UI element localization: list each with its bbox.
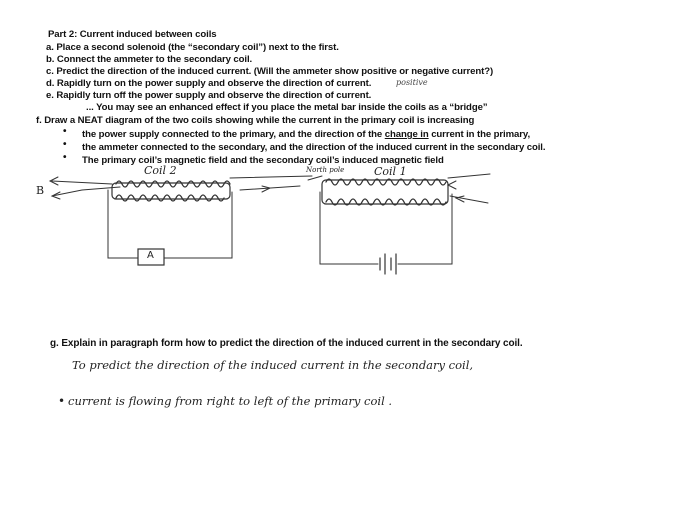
coil-2-label: Coil 2 <box>144 164 177 177</box>
step-b: b. Connect the ammeter to the secondary coil. <box>46 54 253 65</box>
bullet-marker: • <box>63 152 67 163</box>
coil-1-label: Coil 1 <box>374 165 407 178</box>
step-f: f. Draw a NEAT diagram of the two coils showing while the current in the primary coil is increasing <box>36 115 475 126</box>
question-g: g. Explain in paragraph form how to predict the direction of the induced current in the secondary coil. <box>50 338 523 349</box>
step-a: a. Place a second solenoid (the “secondary coil”) next to the first. <box>46 42 339 53</box>
step-e-note: ... You may see an enhanced effect if you place the metal bar inside the coils as a “bridge” <box>86 102 488 113</box>
answer-line-2: current is flowing from right to left of the primary coil . <box>68 394 393 408</box>
step-d: d. Rapidly turn on the power supply and observe the direction of current. <box>46 78 372 89</box>
north-pole-label: North pole <box>306 166 345 174</box>
field-arrow-icon <box>448 181 456 189</box>
bullet-marker: • <box>63 126 67 137</box>
field-arrow-icon <box>262 186 270 192</box>
secondary-coil <box>112 181 230 201</box>
battery-icon <box>380 254 396 274</box>
bullet-1-tail: current in the primary, <box>428 129 531 140</box>
step-e: e. Rapidly turn off the power supply and observe the direction of current. <box>46 90 372 101</box>
bullet-1-text: the power supply connected to the primary, and the direction of the <box>82 129 385 140</box>
bullet-2: the ammeter connected to the secondary, and the direction of the induced current in the secondary coil. <box>82 142 546 153</box>
bullet-3: The primary coil’s magnetic field and the secondary coil’s induced magnetic field <box>82 155 444 166</box>
answer-line-1: To predict the direction of the induced current in the secondary coil, <box>72 358 474 372</box>
step-c: c. Predict the direction of the induced current. (Will the ammeter show positive or negative current?) <box>46 66 494 77</box>
bullet-marker: • <box>63 139 67 150</box>
part-title: Part 2: Current induced between coils <box>48 29 217 40</box>
answer-bullet-dot: • <box>58 394 66 408</box>
field-line <box>52 181 120 196</box>
primary-coil <box>322 179 448 205</box>
ammeter-label: A <box>147 250 154 261</box>
field-line <box>308 176 322 180</box>
bullet-1-underlined: change in <box>384 129 429 140</box>
answer-d-handwritten: positive <box>396 78 428 87</box>
b-label: B <box>36 184 45 197</box>
